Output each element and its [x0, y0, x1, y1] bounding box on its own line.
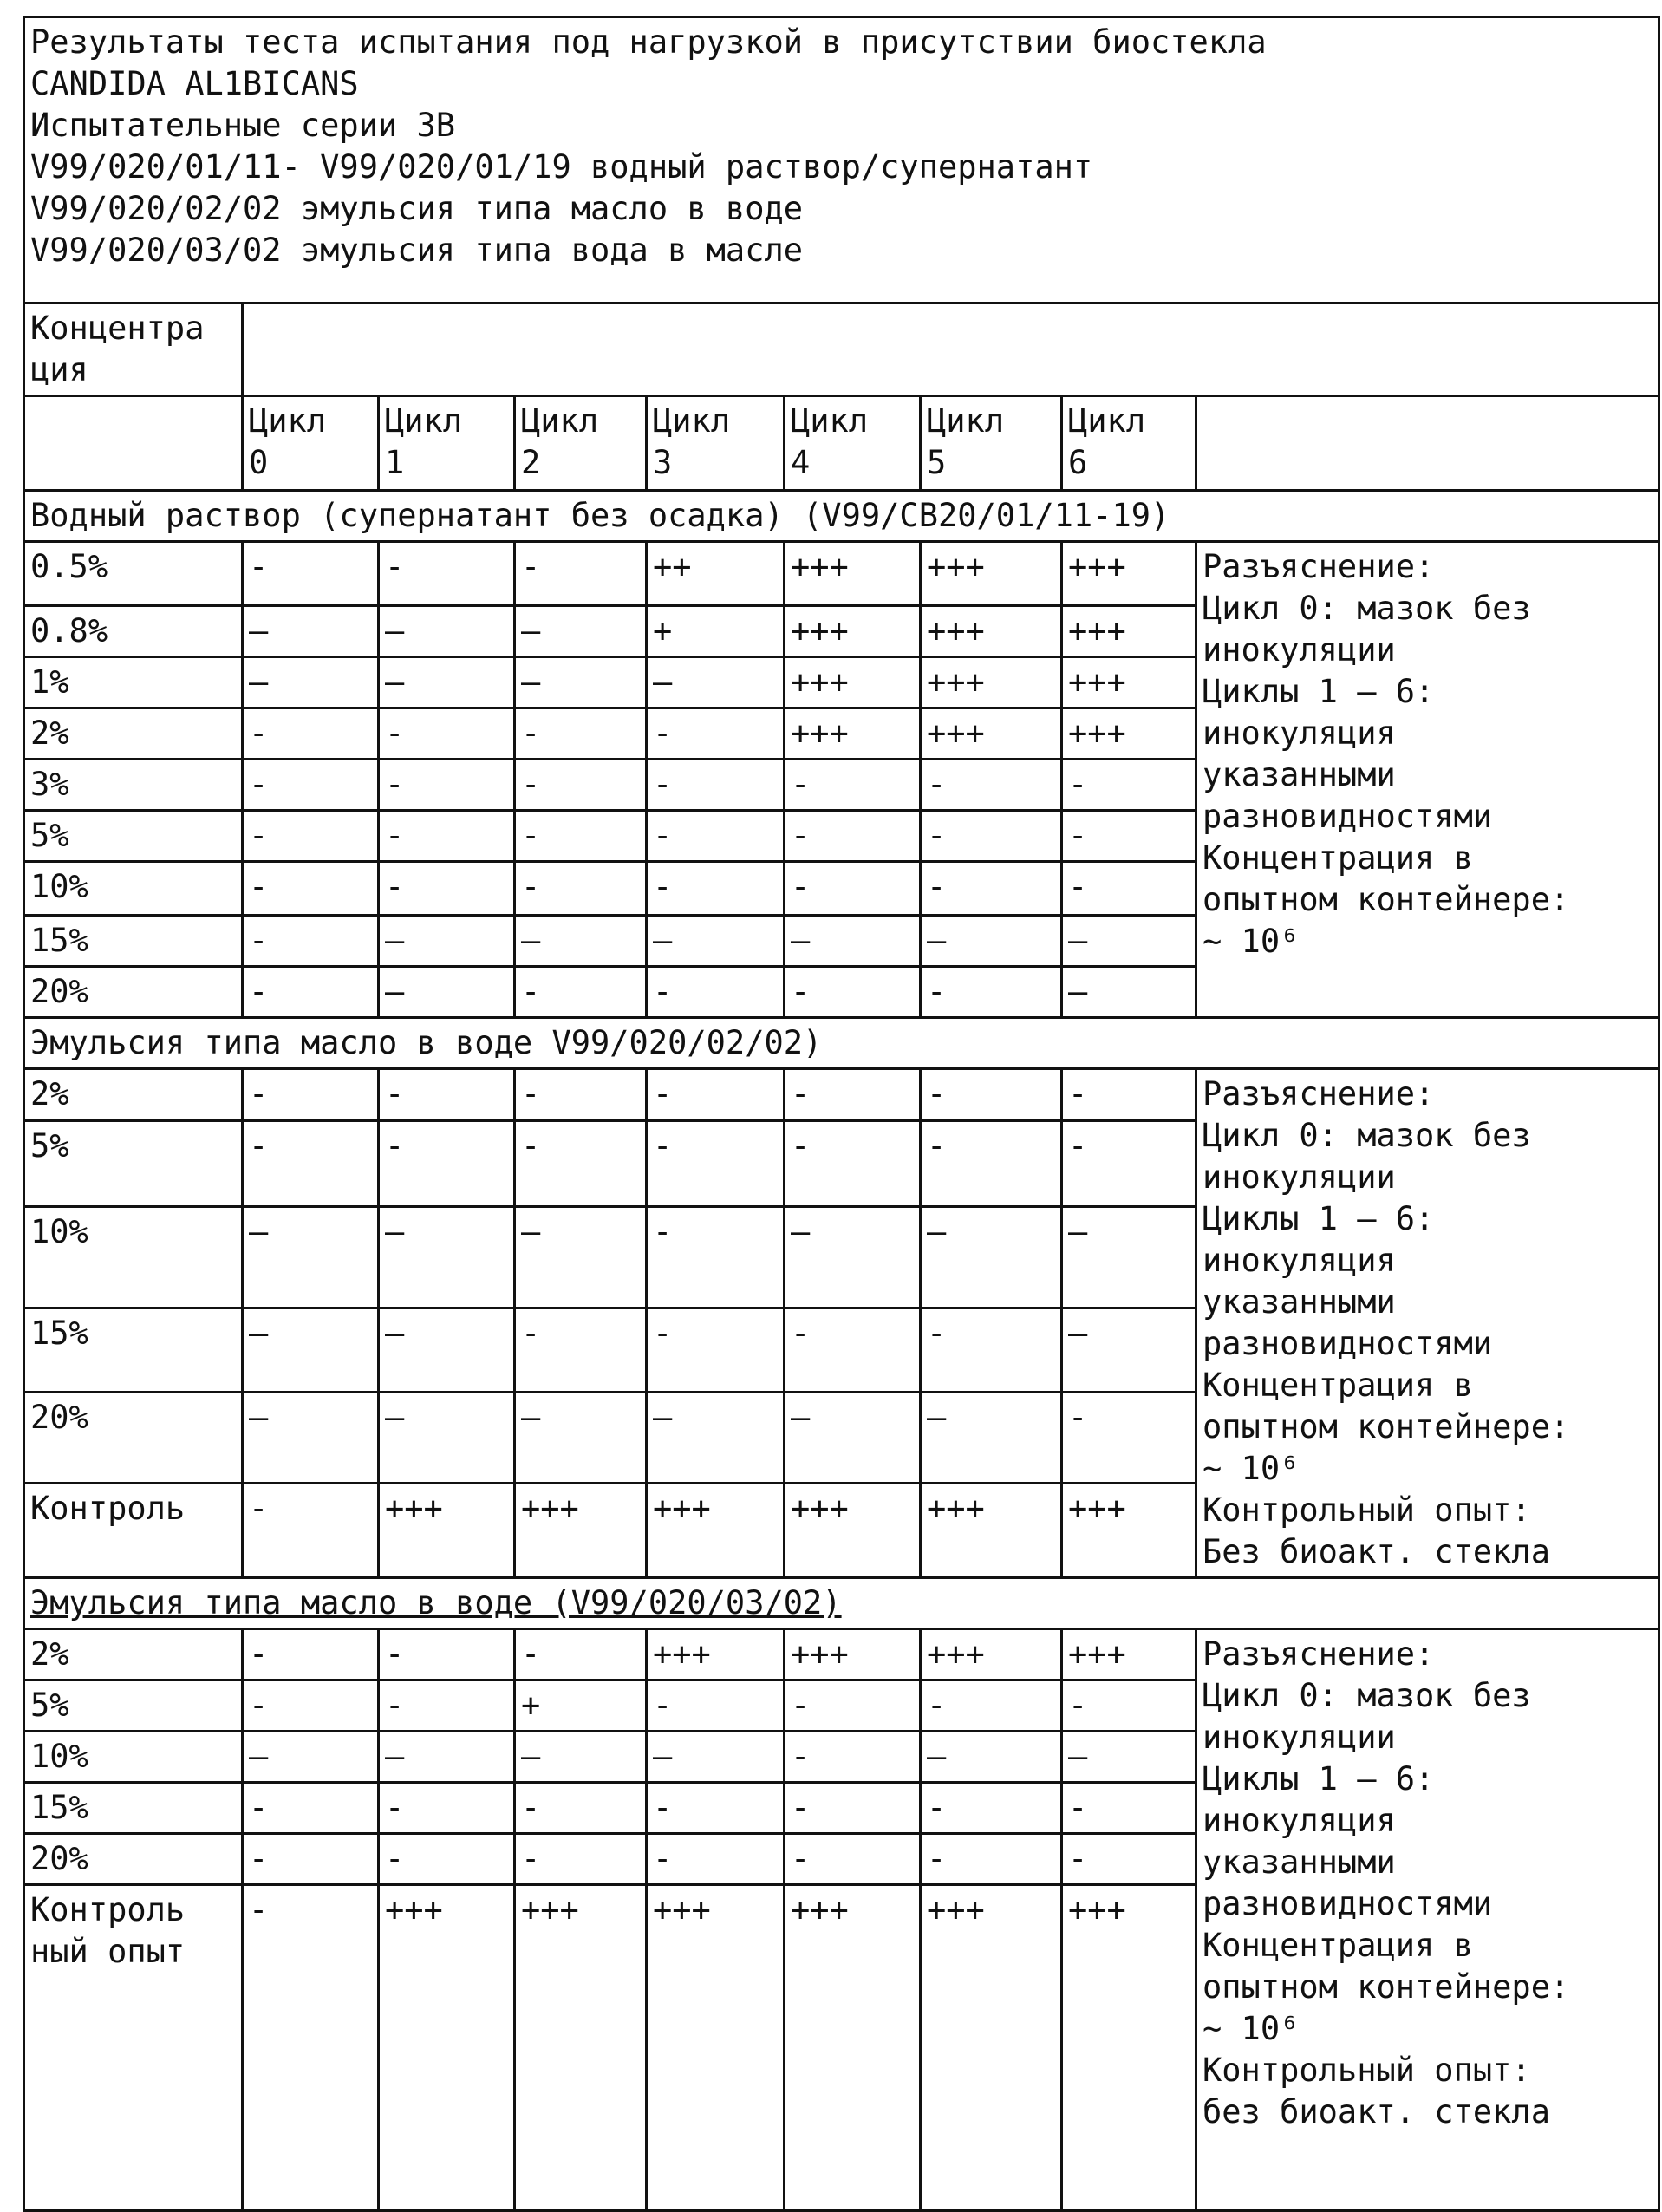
section-title: Водный раствор (супернатант без осадка) (V99/CB20/01/11-19) — [24, 491, 1659, 542]
title-line: V99/020/03/02 эмульсия типа вода в масле — [30, 232, 804, 269]
cycle-word: Цикл — [1068, 402, 1146, 440]
result-cell: +++ — [785, 542, 921, 606]
result-cell: - — [921, 1121, 1062, 1206]
note-line: разновидностями — [1203, 1885, 1493, 1922]
result-cell: +++ — [379, 1484, 515, 1578]
result-cell: - — [647, 862, 785, 916]
cycle-number: 5 — [927, 444, 947, 481]
concentration-label: 2% — [24, 1069, 243, 1121]
result-cell: - — [243, 967, 379, 1018]
note-line: Разъяснение: — [1203, 1635, 1435, 1673]
result-cell: - — [921, 760, 1062, 811]
result-cell: +++ — [515, 1885, 647, 2211]
result-cell: - — [647, 1783, 785, 1834]
result-cell: - — [243, 1680, 379, 1732]
note-line: Цикл 0: мазок без — [1203, 590, 1531, 627]
result-cell: - — [379, 708, 515, 760]
result-cell: — — [243, 1392, 379, 1484]
note-line: ~ 10⁶ — [1203, 2010, 1300, 2047]
note-line: разновидностями — [1203, 798, 1493, 835]
result-cell: - — [379, 862, 515, 916]
note-line: Цикл 0: мазок без — [1203, 1677, 1531, 1714]
result-cell: - — [243, 708, 379, 760]
result-cell: — — [243, 1308, 379, 1392]
section-title: Эмульсия типа масло в воде V99/020/02/02) — [24, 1018, 1659, 1069]
result-cell: +++ — [785, 606, 921, 657]
cycle-word: Цикл — [791, 402, 869, 440]
cycle-number: 6 — [1068, 444, 1088, 481]
result-cell: — — [379, 1206, 515, 1308]
cycle-header-3 — [647, 396, 785, 491]
cycle-word: Цикл — [653, 402, 731, 440]
cycle-number: 3 — [653, 444, 673, 481]
note-line: указанными — [1203, 756, 1396, 793]
result-cell: +++ — [785, 708, 921, 760]
result-cell: — — [1062, 916, 1196, 967]
result-cell: + — [515, 1680, 647, 1732]
note-line: Цикл 0: мазок без — [1203, 1117, 1531, 1154]
result-cell: +++ — [921, 1629, 1062, 1680]
result-cell: — — [243, 606, 379, 657]
note-line: Циклы 1 – 6: — [1203, 673, 1435, 710]
title-line: Испытательные серии 3В — [30, 107, 456, 144]
note-line: Разъяснение: — [1203, 548, 1435, 585]
result-cell: - — [647, 760, 785, 811]
cycle-header-0 — [243, 396, 379, 491]
result-cell: - — [243, 1885, 379, 2211]
note-line: опытном контейнере: — [1203, 1968, 1570, 2006]
result-cell: +++ — [921, 1885, 1062, 2211]
result-cell: — — [515, 657, 647, 708]
title-line: CANDIDA AL1BICANS — [30, 65, 359, 102]
result-cell: — — [647, 1732, 785, 1783]
note-line: Циклы 1 – 6: — [1203, 1200, 1435, 1237]
result-cell: — — [1062, 1308, 1196, 1392]
result-cell: - — [243, 1629, 379, 1680]
result-cell: — — [515, 1392, 647, 1484]
result-cell: - — [243, 1834, 379, 1885]
concentration-label: 5% — [24, 1680, 243, 1732]
concentration-header — [24, 303, 243, 396]
result-cell: - — [785, 760, 921, 811]
cycle-number: 2 — [521, 444, 541, 481]
cycle-header-blank — [24, 396, 243, 491]
result-cell: - — [921, 1834, 1062, 1885]
results-table — [23, 16, 1660, 2212]
result-cell: - — [515, 1121, 647, 1206]
result-cell: +++ — [1062, 1484, 1196, 1578]
result-cell: — — [785, 1392, 921, 1484]
title-line: V99/020/02/02 эмульсия типа масло в воде — [30, 190, 804, 227]
concentration-label: 5% — [24, 811, 243, 862]
result-cell: — — [515, 1206, 647, 1308]
result-cell: — — [243, 1206, 379, 1308]
section-title-text: Эмульсия типа масло в воде (V99/020/03/02) — [30, 1584, 842, 1621]
concentration-label: 20% — [24, 1834, 243, 1885]
result-cell: - — [243, 1121, 379, 1206]
result-cell: - — [243, 862, 379, 916]
control-label-line: Контроль — [30, 1891, 186, 1928]
note-line: Без биоакт. стекла — [1203, 1533, 1550, 1570]
result-cell: - — [515, 967, 647, 1018]
result-cell: — — [921, 1732, 1062, 1783]
concentration-label: 2% — [24, 1629, 243, 1680]
note-line: Контрольный опыт: — [1203, 1491, 1531, 1529]
result-cell: - — [1062, 760, 1196, 811]
concentration-label: 5% — [24, 1121, 243, 1206]
result-cell: - — [785, 1680, 921, 1732]
result-cell: +++ — [647, 1629, 785, 1680]
result-cell: - — [921, 1783, 1062, 1834]
result-cell: - — [1062, 1392, 1196, 1484]
concentration-header-line: ция — [30, 351, 88, 388]
note-line: разновидностями — [1203, 1325, 1493, 1362]
result-cell: +++ — [921, 1484, 1062, 1578]
note-line: инокуляции — [1203, 631, 1396, 669]
explanation-note — [1196, 542, 1659, 1018]
result-cell: - — [1062, 1680, 1196, 1732]
note-line: инокуляция — [1203, 1242, 1396, 1279]
result-cell: - — [647, 1206, 785, 1308]
note-line: опытном контейнере: — [1203, 1408, 1570, 1445]
result-cell: — — [921, 1392, 1062, 1484]
control-label: Контроль — [24, 1484, 243, 1578]
result-cell: +++ — [1062, 657, 1196, 708]
concentration-label: 15% — [24, 1783, 243, 1834]
concentration-label: 10% — [24, 1206, 243, 1308]
cycle-header-1 — [379, 396, 515, 491]
concentration-label: 10% — [24, 862, 243, 916]
title-line: V99/020/01/11- V99/020/01/19 водный раствор/супернатант — [30, 148, 1093, 186]
result-cell: - — [785, 811, 921, 862]
result-cell: +++ — [785, 1484, 921, 1578]
result-cell: - — [1062, 1834, 1196, 1885]
result-cell: — — [515, 606, 647, 657]
cycle-header-2 — [515, 396, 647, 491]
cycle-word: Цикл — [521, 402, 599, 440]
result-cell: — — [243, 1732, 379, 1783]
cycle-number: 0 — [249, 444, 269, 481]
result-cell: - — [647, 1069, 785, 1121]
result-cell: - — [1062, 1783, 1196, 1834]
concentration-label: 2% — [24, 708, 243, 760]
result-cell: - — [243, 1783, 379, 1834]
result-cell: - — [1062, 1069, 1196, 1121]
concentration-label: 0.8% — [24, 606, 243, 657]
concentration-label: 20% — [24, 1392, 243, 1484]
result-cell: - — [515, 1308, 647, 1392]
result-cell: +++ — [379, 1885, 515, 2211]
result-cell: - — [921, 967, 1062, 1018]
result-cell: +++ — [1062, 708, 1196, 760]
result-cell: - — [515, 1629, 647, 1680]
result-cell: - — [515, 862, 647, 916]
result-cell: - — [379, 1783, 515, 1834]
explanation-note — [1196, 1629, 1659, 2211]
result-cell: - — [647, 811, 785, 862]
concentration-header-line: Концентра — [30, 310, 205, 347]
control-label — [24, 1885, 243, 2211]
note-line: инокуляция — [1203, 1802, 1396, 1839]
result-cell: + — [647, 606, 785, 657]
result-cell: - — [647, 1680, 785, 1732]
note-line: опытном контейнере: — [1203, 881, 1570, 918]
result-cell: — — [1062, 967, 1196, 1018]
note-line: Концентрация в — [1203, 1927, 1473, 1964]
result-cell: - — [379, 760, 515, 811]
result-cell: - — [785, 1121, 921, 1206]
result-cell: — — [379, 967, 515, 1018]
result-cell: +++ — [785, 1629, 921, 1680]
result-cell: — — [379, 916, 515, 967]
result-cell: - — [379, 1121, 515, 1206]
result-cell: - — [647, 967, 785, 1018]
concentration-label: 3% — [24, 760, 243, 811]
note-line: инокуляция — [1203, 714, 1396, 752]
note-line: Контрольный опыт: — [1203, 2052, 1531, 2089]
result-cell: +++ — [1062, 542, 1196, 606]
result-cell: - — [243, 916, 379, 967]
result-cell: — — [515, 1732, 647, 1783]
result-cell: - — [515, 811, 647, 862]
note-line: указанными — [1203, 1283, 1396, 1321]
result-cell: - — [515, 542, 647, 606]
result-cell: - — [1062, 811, 1196, 862]
result-cell: — — [243, 657, 379, 708]
note-line: Концентрация в — [1203, 1367, 1473, 1404]
result-cell: — — [647, 657, 785, 708]
result-cell: — — [379, 606, 515, 657]
result-cell: +++ — [647, 1484, 785, 1578]
result-cell: - — [647, 1121, 785, 1206]
result-cell: +++ — [785, 1885, 921, 2211]
cycle-header-6 — [1062, 396, 1196, 491]
result-cell: — — [379, 1732, 515, 1783]
result-cell: - — [379, 1834, 515, 1885]
result-cell: - — [243, 1069, 379, 1121]
control-label-line: ный опыт — [30, 1933, 186, 1970]
result-cell: — — [647, 1392, 785, 1484]
concentration-label: 15% — [24, 916, 243, 967]
note-line: Разъяснение: — [1203, 1075, 1435, 1113]
cycle-header-notes-blank — [1196, 396, 1659, 491]
result-cell: - — [379, 542, 515, 606]
result-cell: +++ — [1062, 606, 1196, 657]
document-title-block — [24, 17, 1659, 303]
result-cell: +++ — [515, 1484, 647, 1578]
cycle-word: Цикл — [927, 402, 1005, 440]
note-line: инокуляции — [1203, 1719, 1396, 1756]
result-cell: - — [647, 708, 785, 760]
result-cell: — — [921, 916, 1062, 967]
result-cell: — — [785, 916, 921, 967]
result-cell: — — [1062, 1206, 1196, 1308]
cycle-number: 1 — [385, 444, 405, 481]
result-cell: - — [243, 811, 379, 862]
result-cell: - — [785, 862, 921, 916]
result-cell: - — [379, 1069, 515, 1121]
result-cell: — — [515, 916, 647, 967]
result-cell: - — [243, 542, 379, 606]
result-cell: - — [515, 1783, 647, 1834]
note-line: ~ 10⁶ — [1203, 923, 1300, 960]
result-cell: - — [515, 1069, 647, 1121]
result-cell: +++ — [1062, 1629, 1196, 1680]
concentration-label: 20% — [24, 967, 243, 1018]
note-line: инокуляции — [1203, 1158, 1396, 1196]
result-cell: +++ — [1062, 1885, 1196, 2211]
result-cell: - — [515, 760, 647, 811]
cycle-number: 4 — [791, 444, 811, 481]
document-page — [23, 16, 1658, 2163]
note-line: без биоакт. стекла — [1203, 2093, 1550, 2130]
section-title — [24, 1578, 1659, 1629]
result-cell: - — [243, 760, 379, 811]
result-cell: - — [921, 1069, 1062, 1121]
concentration-label: 10% — [24, 1732, 243, 1783]
cycle-header-5 — [921, 396, 1062, 491]
result-cell: - — [647, 1308, 785, 1392]
cycle-word: Цикл — [385, 402, 463, 440]
result-cell: - — [515, 708, 647, 760]
result-cell: - — [785, 967, 921, 1018]
result-cell: - — [243, 1484, 379, 1578]
result-cell: - — [921, 862, 1062, 916]
result-cell: - — [785, 1069, 921, 1121]
concentration-label: 1% — [24, 657, 243, 708]
result-cell: — — [647, 916, 785, 967]
result-cell: ++ — [647, 542, 785, 606]
header-spacer — [243, 303, 1659, 396]
result-cell: — — [1062, 1732, 1196, 1783]
result-cell: +++ — [647, 1885, 785, 2211]
result-cell: +++ — [785, 657, 921, 708]
result-cell: — — [379, 1392, 515, 1484]
result-cell: - — [785, 1308, 921, 1392]
result-cell: - — [515, 1834, 647, 1885]
result-cell: - — [1062, 862, 1196, 916]
cycle-header-4 — [785, 396, 921, 491]
result-cell: - — [921, 811, 1062, 862]
result-cell: +++ — [921, 606, 1062, 657]
note-line: указанными — [1203, 1843, 1396, 1881]
result-cell: +++ — [921, 708, 1062, 760]
result-cell: — — [785, 1206, 921, 1308]
result-cell: - — [379, 1629, 515, 1680]
result-cell: - — [921, 1680, 1062, 1732]
result-cell: — — [921, 1206, 1062, 1308]
result-cell: - — [785, 1732, 921, 1783]
result-cell: - — [921, 1308, 1062, 1392]
result-cell: — — [379, 1308, 515, 1392]
result-cell: - — [379, 811, 515, 862]
concentration-label: 15% — [24, 1308, 243, 1392]
cycle-word: Цикл — [249, 402, 327, 440]
title-line: Результаты теста испытания под нагрузкой в присутствии биостекла — [30, 23, 1267, 61]
note-line: ~ 10⁶ — [1203, 1450, 1300, 1487]
note-line: Концентрация в — [1203, 839, 1473, 877]
explanation-note — [1196, 1069, 1659, 1578]
result-cell: - — [647, 1834, 785, 1885]
result-cell: - — [785, 1783, 921, 1834]
result-cell: - — [379, 1680, 515, 1732]
concentration-label: 0.5% — [24, 542, 243, 606]
result-cell: - — [785, 1834, 921, 1885]
result-cell: - — [1062, 1121, 1196, 1206]
note-line: Циклы 1 – 6: — [1203, 1760, 1435, 1798]
result-cell: — — [379, 657, 515, 708]
result-cell: +++ — [921, 542, 1062, 606]
result-cell: +++ — [921, 657, 1062, 708]
